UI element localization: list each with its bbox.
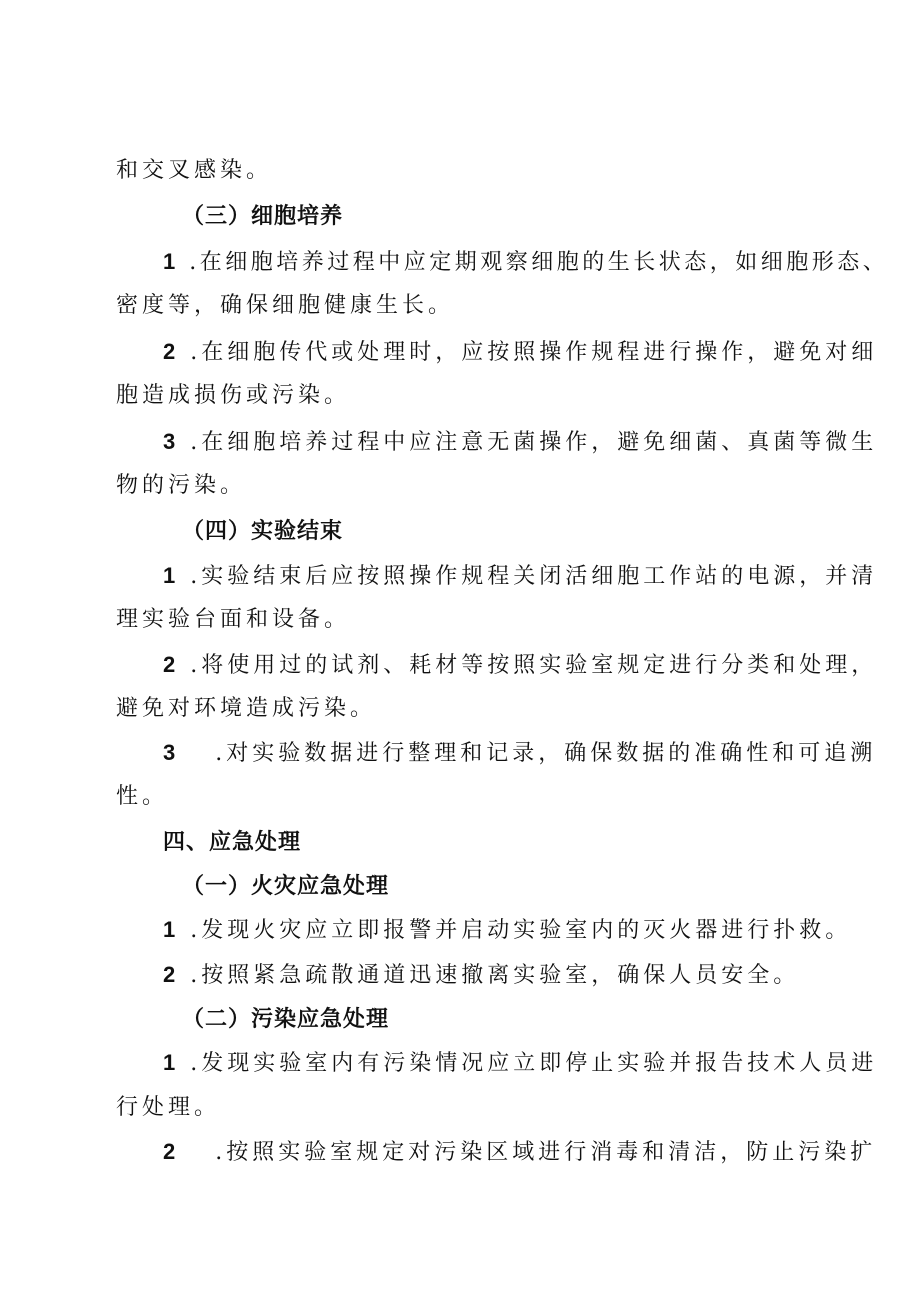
list-separator: .: [190, 430, 202, 455]
text-span: 在细胞培养过程中应注意无菌操作，避免细菌、真菌等微生: [201, 430, 878, 455]
list-number: 1: [163, 917, 180, 942]
list-number: 1: [163, 249, 179, 274]
subsection-heading: [182, 871, 389, 901]
list-separator: .: [189, 250, 200, 275]
text-span: 性。: [116, 784, 169, 809]
text-span: 胞造成损伤或污染。: [116, 383, 351, 408]
list-item-line: [163, 337, 877, 368]
list-item-line: [163, 738, 876, 769]
text-span: 发现火灾应立即报警并启动实验室内的灭火器进行扑救。: [201, 918, 852, 943]
text-line: [116, 605, 350, 635]
list-number: 3: [163, 740, 180, 765]
text-line: [116, 1093, 220, 1123]
text-line: [116, 694, 376, 724]
subsection-heading: [182, 516, 343, 546]
list-separator: .: [215, 1140, 227, 1165]
list-separator: .: [190, 918, 202, 943]
list-number: 2: [163, 1139, 180, 1164]
text-span: 在细胞传代或处理时，应按照操作规程进行操作，避免对细: [201, 340, 878, 365]
list-number: 3: [163, 429, 180, 454]
text-line: [116, 782, 168, 812]
text-span: 物的污染。: [116, 473, 247, 498]
list-separator: .: [190, 340, 202, 365]
text-span: 理实验台面和设备。: [116, 607, 351, 632]
heading-text: 四、应急处理: [163, 829, 302, 855]
list-item-line: [163, 427, 877, 458]
list-item-line: [163, 1137, 876, 1168]
text-span: 在细胞培养过程中应定期观察细胞的生长状态，如细胞形态、: [199, 250, 889, 275]
text-span: 和交叉感染。: [116, 158, 273, 183]
heading-text: （三）细胞培养: [182, 203, 344, 229]
list-item-line: [163, 247, 888, 278]
text-line: [116, 156, 272, 186]
text-span: 按照实验室规定对污染区域进行消毒和清洁，防止污染扩: [226, 1140, 877, 1165]
list-number: 1: [163, 1050, 180, 1075]
text-span: 按照紧急疏散通道迅速撤离实验室，确保人员安全。: [201, 963, 800, 988]
heading-text: （一）火灾应急处理: [182, 873, 390, 899]
text-span: 发现实验室内有污染情况应立即停止实验并报告技术人员进: [201, 1051, 878, 1076]
text-line: [116, 291, 454, 321]
list-number: 1: [163, 563, 180, 588]
list-item-line: [163, 650, 877, 681]
list-separator: .: [190, 653, 202, 678]
list-separator: .: [190, 1051, 202, 1076]
subsection-heading: [182, 201, 343, 231]
heading-text: （二）污染应急处理: [182, 1006, 390, 1032]
text-span: 行处理。: [116, 1095, 221, 1120]
list-separator: .: [215, 741, 227, 766]
list-item-line: [163, 561, 877, 592]
section-heading: [163, 827, 301, 857]
text-line: [116, 471, 246, 501]
list-number: 2: [163, 962, 180, 987]
text-span: 实验结束后应按照操作规程关闭活细胞工作站的电源，并清: [201, 564, 878, 589]
list-item-line: [163, 960, 799, 991]
text-span: 对实验数据进行整理和记录，确保数据的准确性和可追溯: [226, 741, 877, 766]
list-separator: .: [190, 963, 202, 988]
text-line: [116, 381, 350, 411]
text-span: 将使用过的试剂、耗材等按照实验室规定进行分类和处理，: [201, 653, 878, 678]
text-span: 避免对环境造成污染。: [116, 696, 377, 721]
list-item-line: [163, 1048, 877, 1079]
list-item-line: [163, 915, 851, 946]
list-number: 2: [163, 652, 180, 677]
text-span: 密度等，确保细胞健康生长。: [116, 293, 455, 318]
subsection-heading: [182, 1004, 389, 1034]
list-number: 2: [163, 339, 180, 364]
list-separator: .: [190, 564, 202, 589]
heading-text: （四）实验结束: [182, 518, 344, 544]
